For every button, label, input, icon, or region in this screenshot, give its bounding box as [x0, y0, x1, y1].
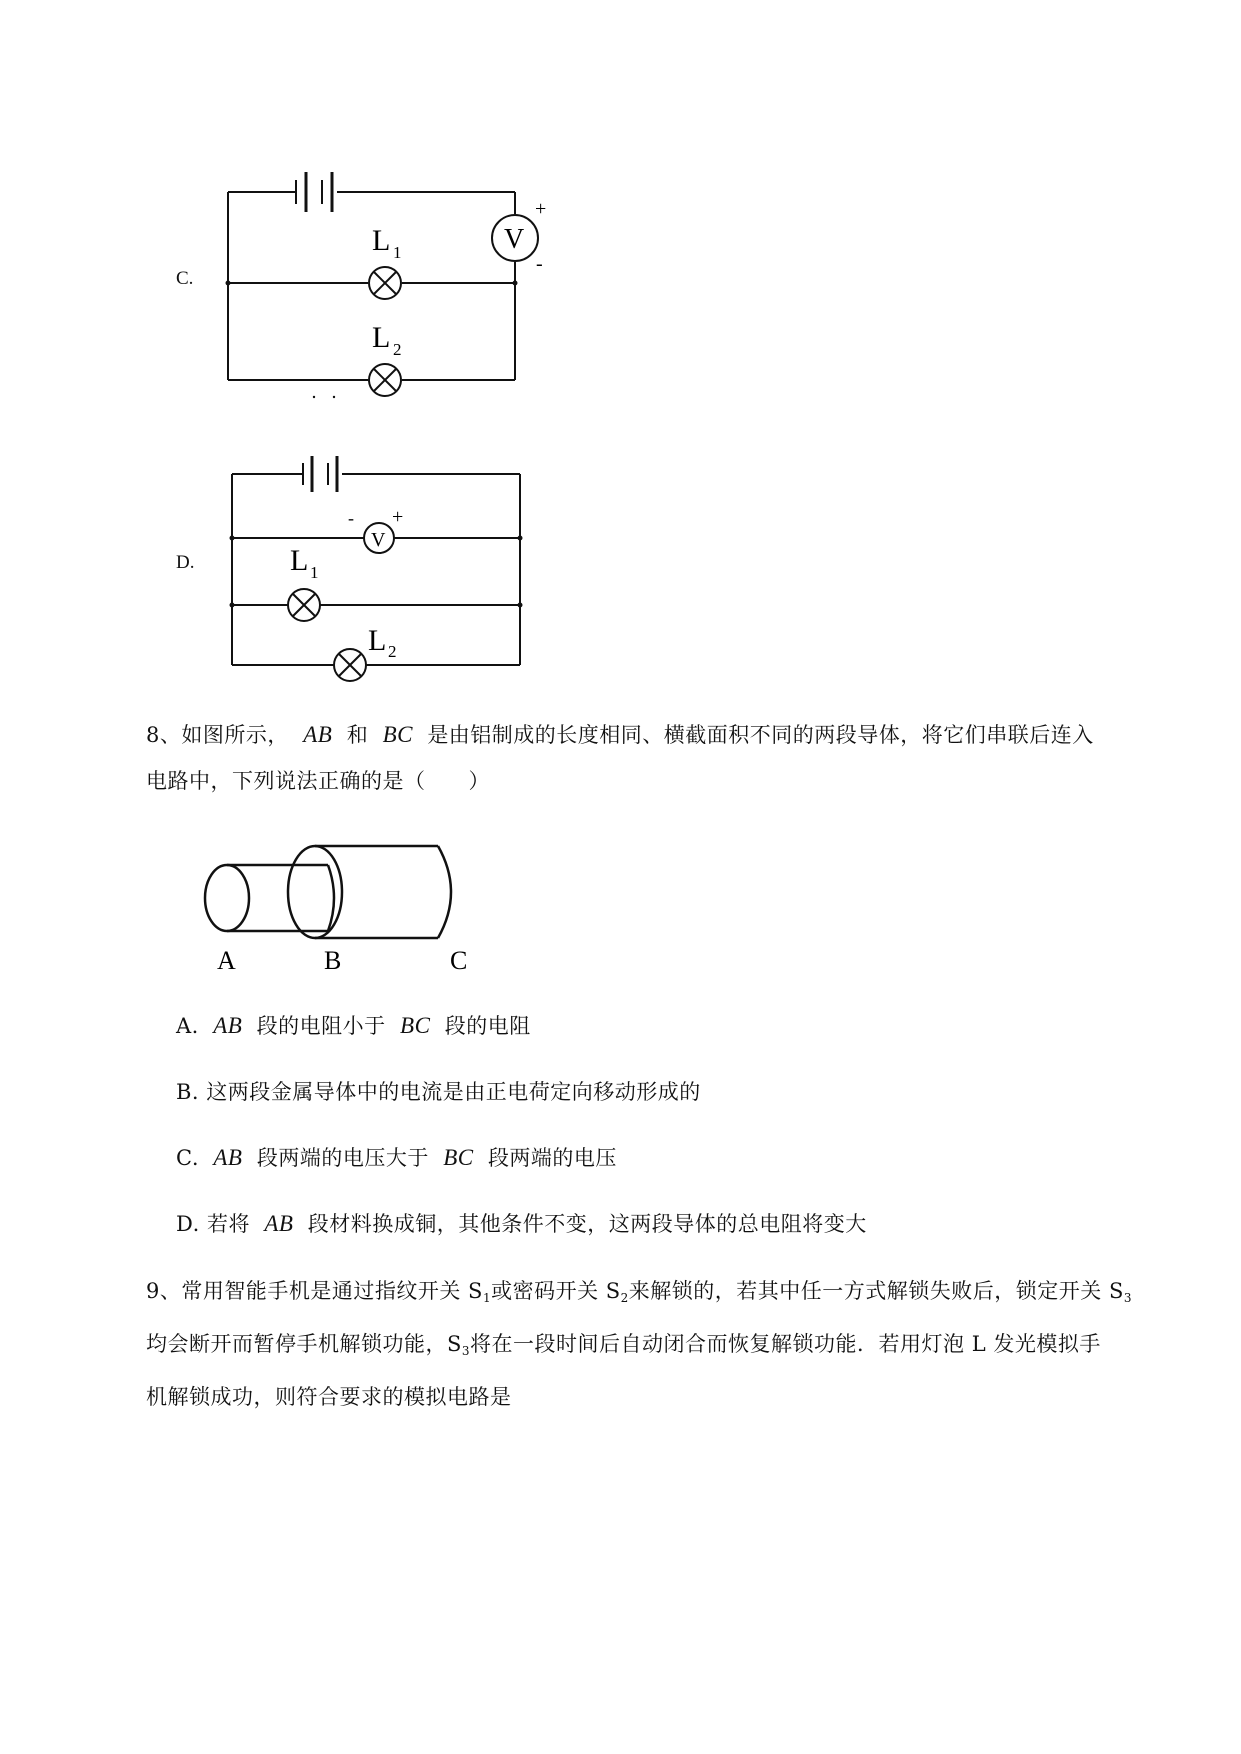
option-a[interactable] [176, 1003, 531, 1049]
option-c[interactable] [176, 1135, 617, 1181]
segment-ab: AB [264, 1211, 294, 1236]
circuit-diagram-d [0, 440, 600, 690]
circuit-diagram-c [0, 0, 600, 410]
question-8 [146, 712, 1146, 804]
segment-bc: BC [382, 722, 413, 747]
voltmeter-minus-c: - [536, 253, 543, 275]
option-text: 这两段金属导体中的电流是由正电荷定向移动形成的 [206, 1080, 701, 1104]
subscript: 2 [620, 1291, 629, 1305]
segment-bc: BC [400, 1013, 431, 1038]
question-text: 或密码开关 S [491, 1279, 621, 1303]
lamp-sub-1-d: 1 [310, 563, 319, 582]
option-label: A. [176, 1014, 199, 1038]
option-text: 段的电阻小于 [256, 1014, 386, 1038]
option-label: C. [176, 1146, 199, 1170]
conductor-figure [190, 835, 490, 985]
question-number: 9、 [146, 1279, 182, 1303]
option-label: D. [176, 1212, 200, 1236]
lamp-sub-1-c: 1 [393, 243, 402, 262]
question-8-line-1 [146, 712, 1146, 758]
voltmeter-symbol-c: V [504, 224, 525, 255]
voltmeter-minus-d: - [348, 508, 354, 528]
voltmeter-plus-c: + [535, 198, 547, 220]
question-text: 均会断开而暂停手机解锁功能，S [146, 1332, 462, 1356]
option-label: B. [176, 1080, 200, 1104]
voltmeter-plus-d: + [392, 506, 404, 528]
lamp-label-l1-c: L [372, 224, 391, 257]
question-text: 和 [346, 723, 369, 747]
option-d-label: D. [176, 552, 195, 573]
question-text: 是由铝制成的长度相同、横截面积不同的两段导体，将它们串联后连入 [427, 723, 1094, 747]
option-text: 段两端的电压 [487, 1146, 617, 1170]
segment-bc: BC [443, 1145, 474, 1170]
question-8-line-2: 电路中，下列说法正确的是（ ） [146, 769, 490, 793]
question-number: 8、 [146, 723, 182, 747]
lamp-sub-2-c: 2 [393, 340, 402, 359]
subscript: 3 [1123, 1291, 1132, 1305]
subscript: 3 [461, 1344, 471, 1358]
segment-ab: AB [213, 1145, 243, 1170]
subscript: 1 [482, 1291, 492, 1305]
voltmeter-symbol-d: V [371, 529, 386, 551]
question-9 [146, 1268, 1156, 1420]
question-9-line-2 [146, 1321, 1156, 1374]
question-9-line-1 [146, 1268, 1156, 1321]
segment-ab: AB [303, 722, 333, 747]
segment-ab: AB [213, 1013, 243, 1038]
option-d[interactable] [176, 1201, 867, 1247]
option-text: 段材料换成铜，其他条件不变，这两段导体的总电阻将变大 [307, 1212, 867, 1236]
point-b-label: B [324, 946, 342, 975]
question-text: 常用智能手机是通过指纹开关 S [181, 1279, 483, 1303]
lamp-sub-2-d: 2 [388, 642, 397, 661]
lamp-label-l1-d: L [290, 544, 309, 577]
option-text: 段的电阻 [444, 1014, 531, 1038]
option-text: 若将 [206, 1212, 250, 1236]
question-text: 来解锁的，若其中任一方式解锁失败后，锁定开关 S [628, 1279, 1124, 1303]
question-text: 将在一段时间后自动闭合而恢复解锁功能．若用灯泡 L 发光模拟手 [470, 1332, 1101, 1356]
option-b[interactable] [176, 1069, 701, 1115]
option-text: 段两端的电压大于 [256, 1146, 429, 1170]
lamp-label-l2-c: L [372, 321, 391, 354]
question-text: 如图所示， [181, 723, 289, 747]
point-c-label: C [450, 946, 468, 975]
lamp-label-l2-d: L [368, 624, 387, 657]
option-c-label: C. [176, 268, 194, 289]
point-a-label: A [217, 946, 236, 975]
question-9-line-3: 机解锁成功，则符合要求的模拟电路是 [146, 1385, 512, 1409]
